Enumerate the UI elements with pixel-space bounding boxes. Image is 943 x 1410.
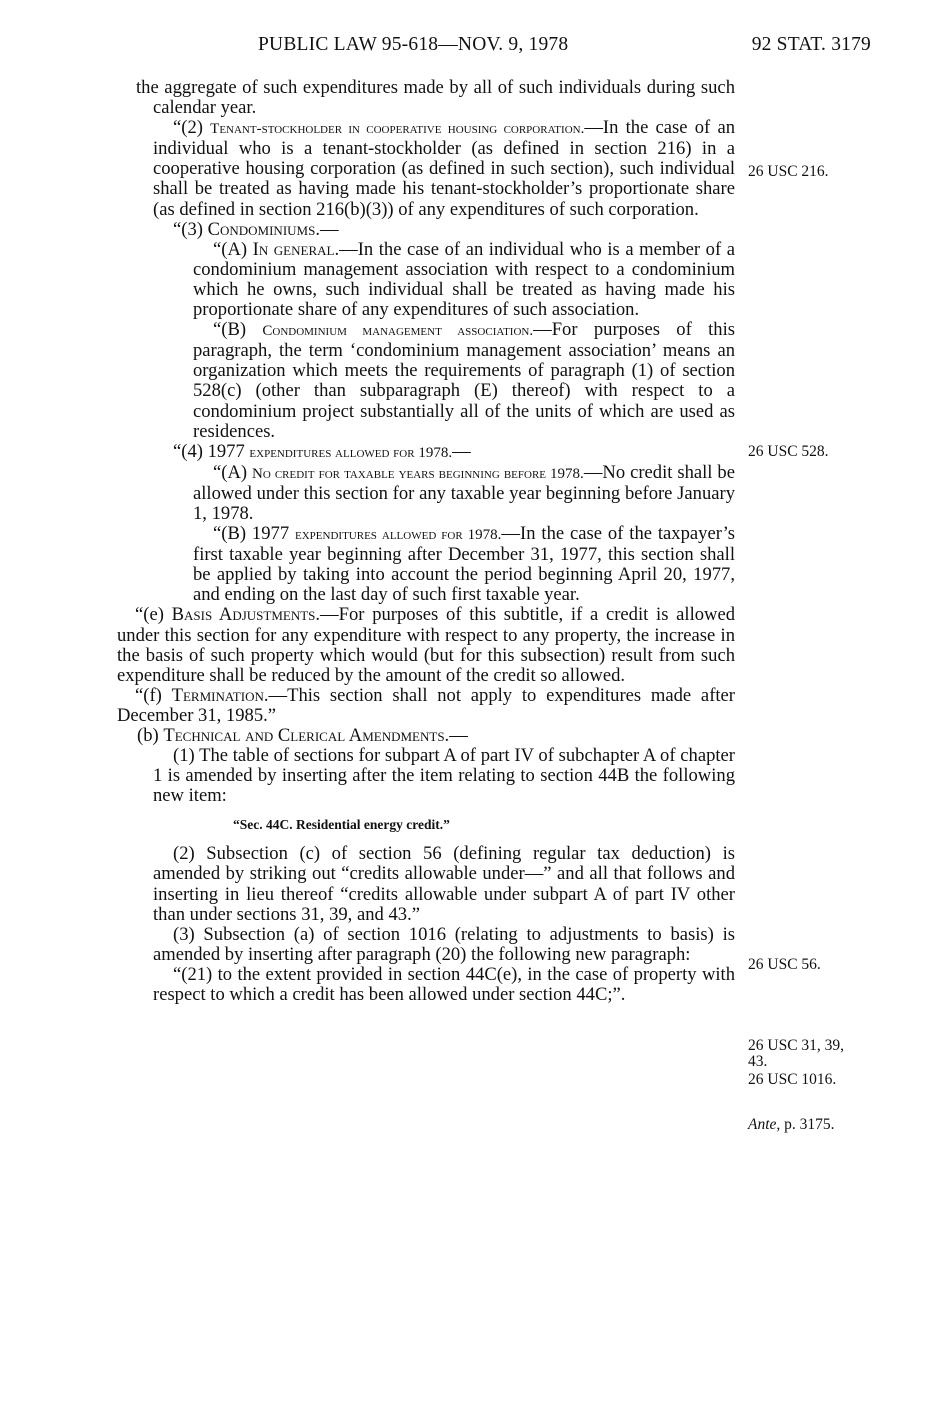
paragraph: the aggregate of such expenditures made by all of such individuals during such calendar year. — [136, 77, 735, 119]
page-header-law: PUBLIC LAW 95-618—NOV. 9, 1978 — [258, 34, 569, 55]
paragraph: (2) Subsection (c) of section 56 (defining regular tax deduction) is amended by striking out “credits allowable under—” and all that follows and inserting in lieu thereof “credits allowable under subpart A of part IV other than under sections 31, 39, and 43.” — [153, 843, 735, 925]
paragraph-heading: In general. — [252, 238, 340, 260]
paragraph: “(B) 1977 expenditures allowed for 1978.—In the case of the taxpayer’s first taxable year beginning after December 31, 1977, this section shall be applied by taking into account the period beginning April 20, 1977, and ending on the last day of such first taxable year. — [193, 523, 735, 606]
margin-note: 26 USC 528. — [748, 443, 829, 460]
paragraph: “(A) No credit for taxable years beginning before 1978.—No credit shall be allowed under this section for any taxable year beginning before January 1, 1978. — [193, 461, 735, 524]
paragraph: “(4) 1977 expenditures allowed for 1978.— — [173, 440, 471, 462]
paragraph-heading: expenditures allowed for 1978. — [295, 527, 502, 544]
margin-note: 26 USC 31, 39, — [748, 1037, 845, 1054]
paragraph-heading: Technical and Clerical Amendments. — [163, 725, 450, 746]
paragraph-heading: Condominiums. — [207, 218, 320, 240]
paragraph: “(21) to the extent provided in section 44C(e), in the case of property with respect to which a credit has been allowed under section 44C;”. — [153, 963, 735, 1006]
paragraph-heading: Termination. — [171, 684, 269, 706]
paragraph-heading: Basis Adjustments. — [171, 604, 321, 626]
paragraph-heading: expenditures allowed for 1978. — [249, 444, 453, 461]
paragraph: (1) The table of sections for subpart A of part IV of subchapter A of chapter 1 is amended by inserting after the item relating to section 44B the following new item: — [153, 745, 735, 807]
paragraph: “(f) Termination.—This section shall not apply to expenditures made after December 31, 1985.” — [117, 684, 735, 726]
paragraph: “(3) Condominiums.— — [173, 218, 339, 240]
paragraph: “(e) Basis Adjustments.—For purposes of this subtitle, if a credit is allowed under this section for any expenditure with respect to any property, the increase in the basis of such property which would (but for this subsection) result from such expenditure shall be reduced by the amount of the credit so allowed. — [117, 604, 736, 686]
table-item: “Sec. 44C. Residential energy credit.” — [233, 817, 450, 833]
margin-note: Ante, p. 3175. — [748, 1116, 835, 1133]
margin-note: 26 USC 56. — [748, 956, 821, 973]
paragraph-heading: Condominium management association. — [262, 323, 534, 340]
margin-note: 43. — [748, 1053, 768, 1070]
paragraph-heading: Tenant-stockholder in cooperative housing corporation. — [210, 121, 585, 138]
paragraph: (b) Technical and Clerical Amendments.— — [137, 725, 468, 746]
paragraph: “(2) Tenant-stockholder in cooperative housing corporation.—In the case of an individual who is a tenant-stockholder (as defined in section 216) in a cooperative housing corporation (as defined in such section), such individual shall be treated as having made his tenant-stockholder’s proportionate share (as defined in section 216(b)(3)) of any expenditures of such corporation. — [153, 117, 735, 220]
page-header-stat: 92 STAT. 3179 — [751, 34, 871, 55]
paragraph: “(B) Condominium management association.—For purposes of this paragraph, the term ‘condominium management association’ means an organization which meets the requirements of paragraph (1) of section 528(c) (other than subparagraph (E) thereof) with respect to a condominium project substantially all of the units of which are used as residences. — [193, 319, 735, 442]
paragraph: (3) Subsection (a) of section 1016 (relating to adjustments to basis) is amended by inserting after paragraph (20) the following new paragraph: — [153, 923, 735, 965]
paragraph-heading: No credit for taxable years beginning before 1978. — [252, 465, 584, 482]
margin-note: 26 USC 1016. — [748, 1071, 837, 1088]
paragraph: “(A) In general.—In the case of an individual who is a member of a condominium management association with respect to a condominium which he owns, such individual shall be treated as having made his proportionate share of any expenditures of such association. — [193, 238, 735, 321]
statute-body — [117, 78, 735, 1005]
margin-note: 26 USC 216. — [748, 163, 829, 180]
